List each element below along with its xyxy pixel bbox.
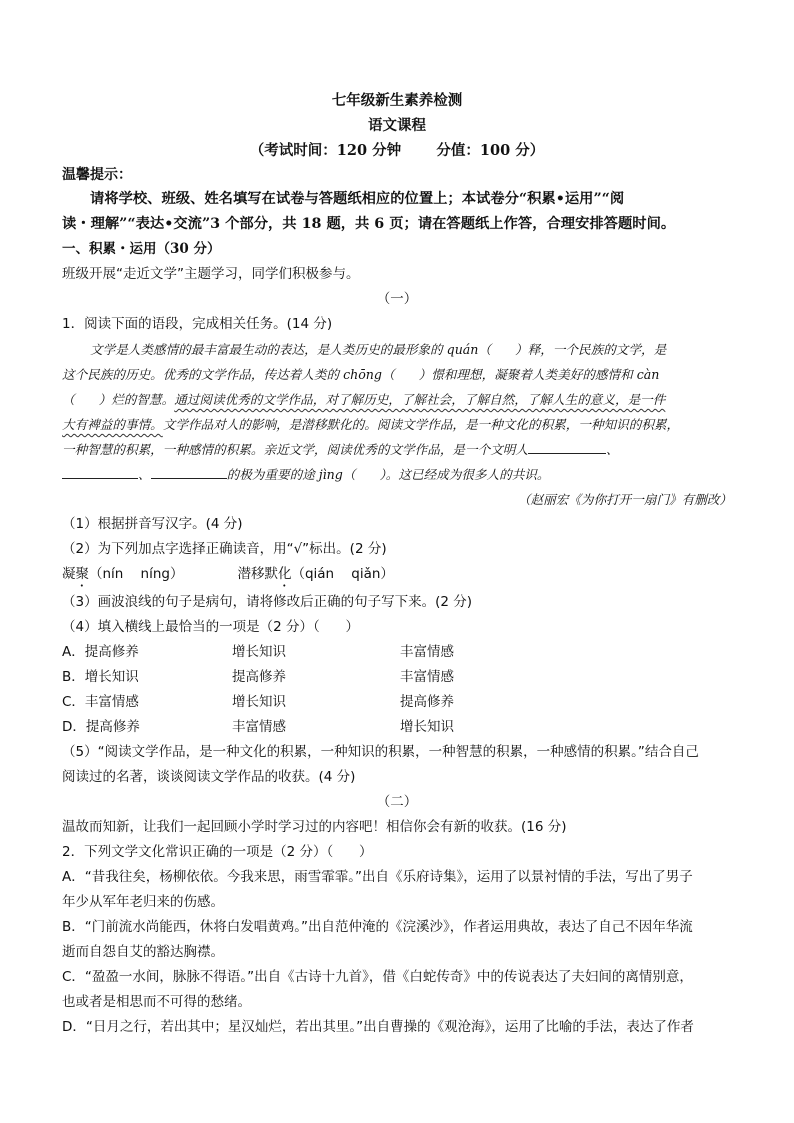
exam-title: 七年级新生素养检测 [331, 92, 463, 109]
fill-blank-3[interactable] [151, 464, 227, 479]
q2-option-b-line-1[interactable]: B．“门前流水尚能西，休将白发唱黄鸡。”出自范仲淹的《浣溪沙》，作者运用典故，表达了自己不因年华流 [62, 919, 693, 935]
pinyin-choice[interactable]: （qián qiǎn） [291, 566, 394, 582]
passage-line [62, 387, 732, 412]
option-cell: 增长知识 [400, 719, 454, 735]
option-cell: 增长知识 [232, 694, 286, 710]
wavy-sentence: 通过阅读优秀的文学作品，对了解历史，了解社会，了解自然，了解人生的意义，是一件 [174, 392, 666, 407]
option-label: B．增长知识 [62, 669, 139, 685]
sub-question-5-line-1: （5）“阅读文学作品，是一种文化的积累，一种知识的积累，一种智慧的积累，一种感情的积累。”结合自己 [62, 744, 699, 760]
passage-source: （赵丽宏《为你打开一扇门》有删改） [517, 492, 732, 507]
passage-line [62, 437, 732, 462]
question-2-stem: 2．下列文学文化常识正确的一项是（2 分）（ ） [62, 844, 373, 860]
option-cell: 丰富情感 [400, 644, 454, 660]
passage-text: 、 [605, 442, 619, 457]
section-heading: 一、积累・运用（30 分） [62, 241, 221, 257]
passage-text: 的极为重要的途 jìng（ ）。这已经成为很多人的共识。 [226, 467, 550, 482]
option-row-b[interactable] [62, 665, 732, 690]
q2-option-d-line-1[interactable]: D．“日月之行，若出其中；星汉灿烂，若出其里。”出自曹操的《观沧海》，运用了比喻的手法，表达了作者 [62, 1019, 694, 1035]
option-row-c[interactable] [62, 690, 732, 715]
passage-text: 一种智慧的积累，一种感情的积累。亲近文学，阅读优秀的文学作品，是一个文明人 [62, 442, 528, 457]
word-prefix: 潜移默 [237, 566, 278, 582]
passage-text: 、 [138, 467, 151, 482]
part-label-1: （一） [376, 291, 418, 307]
notice-title: 温馨提示： [62, 167, 132, 183]
option-label: C．丰富情感 [62, 694, 139, 710]
part-label-2: （二） [376, 794, 418, 810]
pinyin-choice[interactable]: （nín níng） [89, 566, 184, 582]
sub-question-3: （3）画波浪线的句子是病句，请将修改后正确的句子写下来。(2 分) [62, 594, 473, 610]
option-cell: 丰富情感 [232, 719, 286, 735]
exam-subject: 语文课程 [368, 117, 426, 134]
exam-page [62, 88, 732, 1040]
option-cell: 丰富情感 [400, 669, 454, 685]
passage-text: 文学作品对人的影响，是潜移默化的。阅读文学作品，是一种文化的积累，一种知识的积累， [162, 417, 680, 432]
sub-question-5-line-2: 阅读过的名著，谈谈阅读文学作品的收获。(4 分) [62, 769, 356, 785]
passage-line: 这个民族的历史。优秀的文学作品，传达着人类的 chōng（ ）憬和理想，凝聚着人类美好的感情和 càn [62, 367, 660, 382]
q2-option-a-line-2: 年少从军年老归来的伤感。 [62, 894, 224, 910]
notice-line-1: 请将学校、班级、姓名填写在试卷与答题纸相应的位置上；本试卷分“积累•运用”“阅 [90, 191, 625, 207]
section-intro: 班级开展“走近文学”主题学习，同学们积极参与。 [62, 266, 360, 282]
notice-line-2: 读・理解”“表达•交流”3 个部分，共 18 题，共 6 页；请在答题纸上作答，合理安排答题时间。 [62, 216, 676, 232]
option-label: A．提高修养 [62, 644, 139, 660]
pronunciation-items [62, 562, 732, 590]
passage-line [62, 412, 732, 437]
question-1-stem: 1．阅读下面的语段，完成相关任务。(14 分) [62, 316, 333, 332]
q2-option-a-line-1[interactable]: A．“昔我往矣，杨柳依依。今我来思，雨雪霏霏。”出自《乐府诗集》，运用了以景衬情的手法，写出了男子 [62, 869, 693, 885]
passage-text: （ ）烂的智慧。 [62, 392, 175, 407]
q2-option-c-line-2: 也或者是相思而不可得的愁绪。 [62, 994, 251, 1010]
part-2-intro: 温故而知新，让我们一起回顾小学时学习过的内容吧！相信你会有新的收获。(16 分) [62, 819, 567, 835]
option-table [62, 640, 732, 740]
sub-question-2: （2）为下列加点字选择正确读音，用“√”标出。(2 分) [62, 541, 387, 557]
wavy-sentence: 大有裨益的事情。 [62, 417, 163, 432]
option-cell: 增长知识 [232, 644, 286, 660]
option-cell: 提高修养 [232, 669, 286, 685]
passage-line: 文学是人类感情的最丰富最生动的表达，是人类历史的最形象的 quán（ ）释，一个民族的文学，是 [90, 342, 667, 357]
sub-question-1: （1）根据拼音写汉字。(4 分) [62, 516, 243, 532]
sub-question-4: （4）填入横线上最恰当的一项是（2 分）（ ） [62, 619, 359, 635]
option-row-d[interactable] [62, 715, 732, 740]
option-label: D．提高修养 [62, 719, 140, 735]
dotted-char: 化 [277, 566, 292, 582]
option-row-a[interactable] [62, 640, 732, 665]
reading-passage [62, 337, 732, 512]
q2-option-b-line-2: 逝而自怨自艾的豁达胸襟。 [62, 944, 224, 960]
option-cell: 提高修养 [400, 694, 454, 710]
exam-info: （考试时间：120 分钟 分值：100 分） [249, 142, 545, 159]
fill-blank-2[interactable] [62, 464, 138, 479]
dotted-char: 聚 [75, 566, 89, 582]
passage-line [62, 462, 732, 487]
q2-option-c-line-1[interactable]: C．“盈盈一水间，脉脉不得语。”出自《古诗十九首》，借《白蛇传奇》中的传说表达了夫妇间的离情别意， [62, 969, 693, 985]
fill-blank-1[interactable] [528, 439, 606, 454]
word-prefix: 凝 [62, 566, 76, 582]
